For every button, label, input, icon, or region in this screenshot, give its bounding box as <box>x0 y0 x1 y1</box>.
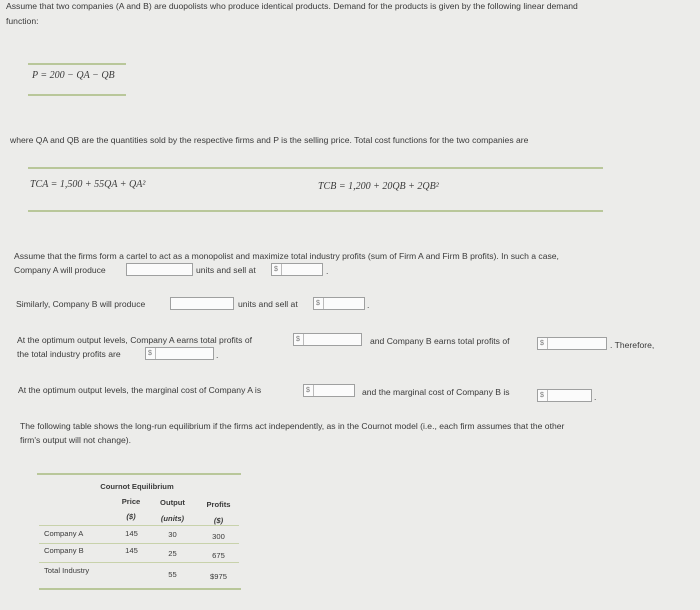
dollar-sign: $ <box>274 264 282 275</box>
dollar-sign: $ <box>316 298 324 309</box>
divider <box>28 63 126 65</box>
dollar-sign: $ <box>148 348 156 359</box>
divider <box>28 167 603 169</box>
cartel-price-b-input[interactable] <box>313 297 365 310</box>
intro-line-2: function: <box>6 16 39 26</box>
industry-profit-input[interactable] <box>145 347 214 360</box>
row-output: 30 <box>168 530 177 539</box>
where-text: where QA and QB are the quantities sold by the respective firms and P is the selling price. Total cost functions for the two companies are <box>10 135 529 145</box>
units-price: ($) <box>126 512 136 521</box>
cartel-line-2-a: Company A will produce <box>14 265 106 275</box>
company-a-marginal-cost-input[interactable] <box>303 384 355 397</box>
divider <box>39 588 241 590</box>
header-output: Output <box>160 498 185 507</box>
company-b-marginal-cost-input[interactable] <box>537 389 592 402</box>
row-profits: 675 <box>212 551 225 560</box>
row-output: 25 <box>168 549 177 558</box>
profit-text-a: At the optimum output levels, Company A earns total profits of <box>17 335 253 345</box>
divider <box>39 543 239 544</box>
period: . <box>216 350 219 360</box>
divider <box>39 525 239 526</box>
company-a-profit-input[interactable] <box>293 333 362 346</box>
profit-text-b: and Company B earns total profits of <box>370 336 510 346</box>
table-title: Cournot Equilibrium <box>100 482 174 491</box>
cost-function-b: TCB = 1,200 + 20QB + 2QB² <box>318 181 439 192</box>
demand-equation: P = 200 − QA − QB <box>32 70 115 81</box>
profit-text-c: . Therefore, <box>610 340 655 350</box>
cournot-line-1: The following table shows the long-run equilibrium if the firms act independently, as in the Cournot model (i.e., each firm assumes that the other <box>20 421 565 431</box>
period: . <box>367 300 370 310</box>
row-label: Company B <box>44 546 84 555</box>
marginal-text-a: At the optimum output levels, the marginal cost of Company A is <box>18 385 262 395</box>
divider <box>28 210 603 212</box>
marginal-text-b: and the marginal cost of Company B is <box>362 387 510 397</box>
dollar-sign: $ <box>540 390 548 401</box>
cost-function-a: TCA = 1,500 + 55QA + QA² <box>30 179 146 190</box>
row-output: 55 <box>168 570 177 579</box>
divider <box>37 473 241 475</box>
header-profits: Profits <box>206 500 231 509</box>
row-profits: $975 <box>210 572 227 581</box>
dollar-sign: $ <box>306 385 314 396</box>
row-label: Total Industry <box>44 566 90 575</box>
dollar-sign: $ <box>296 334 304 345</box>
cartel-price-a-input[interactable] <box>271 263 323 276</box>
cartel-line-2-b: units and sell at <box>196 265 256 275</box>
company-b-profit-input[interactable] <box>537 337 607 350</box>
divider <box>39 562 239 563</box>
cournot-line-2: firm's output will not change). <box>20 435 132 445</box>
profit-text-d: the total industry profits are <box>17 349 121 359</box>
row-price: 145 <box>125 546 138 555</box>
units-output: (units) <box>160 514 185 523</box>
similarly-text-a: Similarly, Company B will produce <box>16 299 146 309</box>
row-profits: 300 <box>212 532 225 541</box>
row-label: Company A <box>44 529 84 538</box>
period: . <box>594 392 597 402</box>
header-price: Price <box>121 497 141 506</box>
divider <box>28 94 126 96</box>
cartel-line-1: Assume that the firms form a cartel to act as a monopolist and maximize total industry profits (sum of Firm A and Firm B profits). In such a case, <box>14 251 559 261</box>
dollar-sign: $ <box>540 338 548 349</box>
row-price: 145 <box>125 529 138 538</box>
intro-line-1: Assume that two companies (A and B) are duopolists who produce identical products. Demand for the products is given by the following linear demand <box>6 1 578 11</box>
period: . <box>326 266 329 276</box>
similarly-text-b: units and sell at <box>238 299 298 309</box>
company-a-cartel-output-input[interactable] <box>126 263 193 276</box>
company-b-cartel-output-input[interactable] <box>170 297 234 310</box>
units-profits: ($) <box>213 516 224 525</box>
